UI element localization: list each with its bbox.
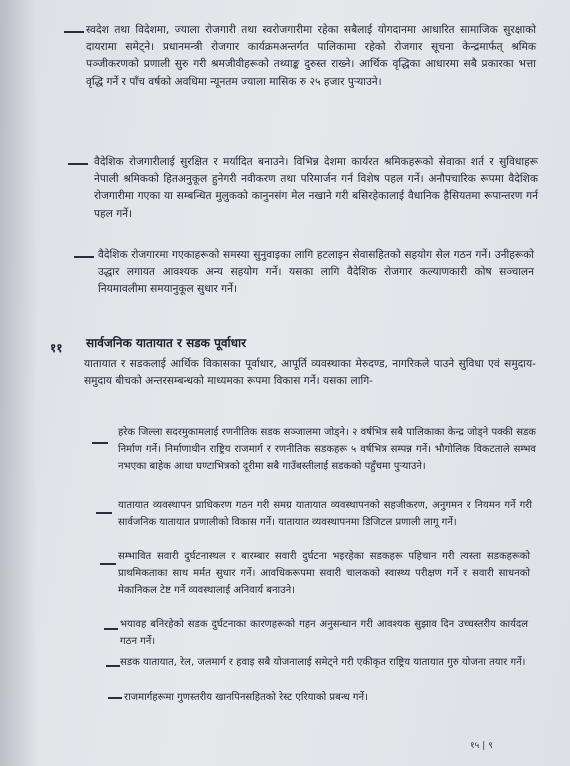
section-bullet-5: सडक यातायात, रेल, जलमार्ग र हवाइ सबै योजनालाई समेट्ने गरी एकीकृत राष्ट्रिय यातायात गुरु योजना तयार गर्ने। xyxy=(120,657,526,668)
bullet-dash xyxy=(108,697,122,699)
bullet-text-1: स्वदेश तथा विदेशमा, ज्याला रोजगारी तथा स्वरोजगारीमा रहेका सबैलाई योगदानमा आधारित सामाजिक सुरक्षाको दायरामा समेट्ने। प्रधानमन्त्री रोजगार कार्यक्रमअन्तर्गत पालिकामा रहेको रोजगार सूचना केन्द्रमार्फत् श्रमिक पञ्जीकरणको प्रणाली सुरु गरी श्रमजीवीहरूको तथ्याङ्क दुरुस्त राख्ने। आर्थिक वृद्धिका आधारमा सबै प्रकारका भत्ता वृद्धि गर्ने र पाँच वर्षको अवधिमा न्यूनतम ज्याला मासिक रु २५ हजार पुऱ्याउने। xyxy=(86,24,536,88)
page-number: १५ | ९ xyxy=(470,741,493,751)
bullet-dash xyxy=(104,628,118,630)
section-bullet-1: हरेक जिल्ला सदरमुकामलाई रणनीतिक सडक सञ्जालमा जोड्ने। २ वर्षभित्र सबै पालिकाका केन्द्र जोड्ने पक्की सडक निर्माण गर्ने। निर्माणाधीन राष्ट्रिय राजमार्ग र रणनीतिक सडकहरू ५ वर्षभित्र सम्पन्न गर्ने। भौगोलिक विकटताले सम्भव नभएका बाहेक आधा घण्टाभित्रको दूरीमा सबै गाउँबस्तीलाई सडकको पहुँचमा पुऱ्याउने। xyxy=(118,427,536,472)
bullet-dash xyxy=(68,163,88,165)
bullet-dash xyxy=(64,31,84,33)
bullet-dash xyxy=(96,512,112,514)
bullet-text-3: वैदेशिक रोजगारमा गएकाहरूको समस्या सुनुवाइका लागि हटलाइन सेवासहितको सहयोग सेल गठन गर्ने। उनीहरूको उद्धार लगायत आवश्यक अन्य सहयोग गर्ने। यसका लागि वैदेशिक रोजगार कल्याणकारी कोष सञ्चालन नियमावलीमा समयानुकूल सुधार गर्ने। xyxy=(98,249,534,296)
bullet-dash xyxy=(92,442,108,444)
page-edge-shadow xyxy=(0,0,38,766)
section-bullet-6: राजमार्गहरूमा गुणस्तरीय खानपिनसहितको रेस्ट एरियाको प्रबन्ध गर्ने। xyxy=(124,692,368,703)
section-title: सार्वजनिक यातायात र सडक पूर्वाधार xyxy=(86,336,247,350)
bullet-dash xyxy=(74,256,94,258)
section-bullet-4: भयावह बनिरहेको सडक दुर्घटनाका कारणहरूको गहन अनुसन्धान गरी आवश्यक सुझाव दिन उच्चस्तरीय कार्यदल गठन गर्ने। xyxy=(120,619,528,647)
bullet-dash xyxy=(100,563,116,565)
bullet-text-2: वैदेशिक रोजगारीलाई सुरक्षित र मर्यादित बनाउने। विभिन्न देशमा कार्यरत श्रमिकहरूको सेवाका शर्त र सुविधाहरू नेपाली श्रमिकको हितअनुकूल हुनेगरी नवीकरण तथा परिमार्जन गर्न विशेष पहल गर्ने। अनौपचारिक रूपमा वैदेशिक रोजगारीमा गएका या सम्बन्धित मुलुकको कानुनसंग मेल नखाने गरी बसिरहेकालाई वैधानिक हैसियतमा रूपान्तरण गर्न पहल गर्ने। xyxy=(94,156,538,220)
section-intro: यातायात र सडकलाई आर्थिक विकासका पूर्वाधार, आपूर्ति व्यवस्थाका मेरुदण्ड, नागरिकले पाउने सुविधा एवं समुदाय-समुदाय बीचको अन्तरसम्बन्धको माध्यमका रूपमा विकास गर्ने। यसका लागि- xyxy=(84,358,536,388)
section-bullet-3: सम्भावित सवारी दुर्घटनास्थल र बारम्बार सवारी दुर्घटना भइरहेका सडकहरू पहिचान गरी त्यस्ता सडकहरूको प्राथमिकताका साथ मर्मत सुधार गर्ने। आवधिकरूपमा सवारी चालकको स्वास्थ्य परीक्षण गर्ने र सवारी साधनको मेकानिकल टेष्ट गर्ने व्यवस्थालाई अनिवार्य बनाउने। xyxy=(118,551,530,596)
section-number: ११ xyxy=(50,341,63,355)
bullet-dash xyxy=(106,665,120,667)
section-bullet-2: यातायात व्यवस्थापन प्राधिकरण गठन गरी समग्र यातायात व्यवस्थापनको सहजीकरण, अनुगमन र नियमन गर्ने गरी सार्वजनिक यातायात प्रणालीको विकास गर्ने। यातायात व्यवस्थापनमा डिजिटल प्रणाली लागू गर्ने। xyxy=(118,500,532,528)
